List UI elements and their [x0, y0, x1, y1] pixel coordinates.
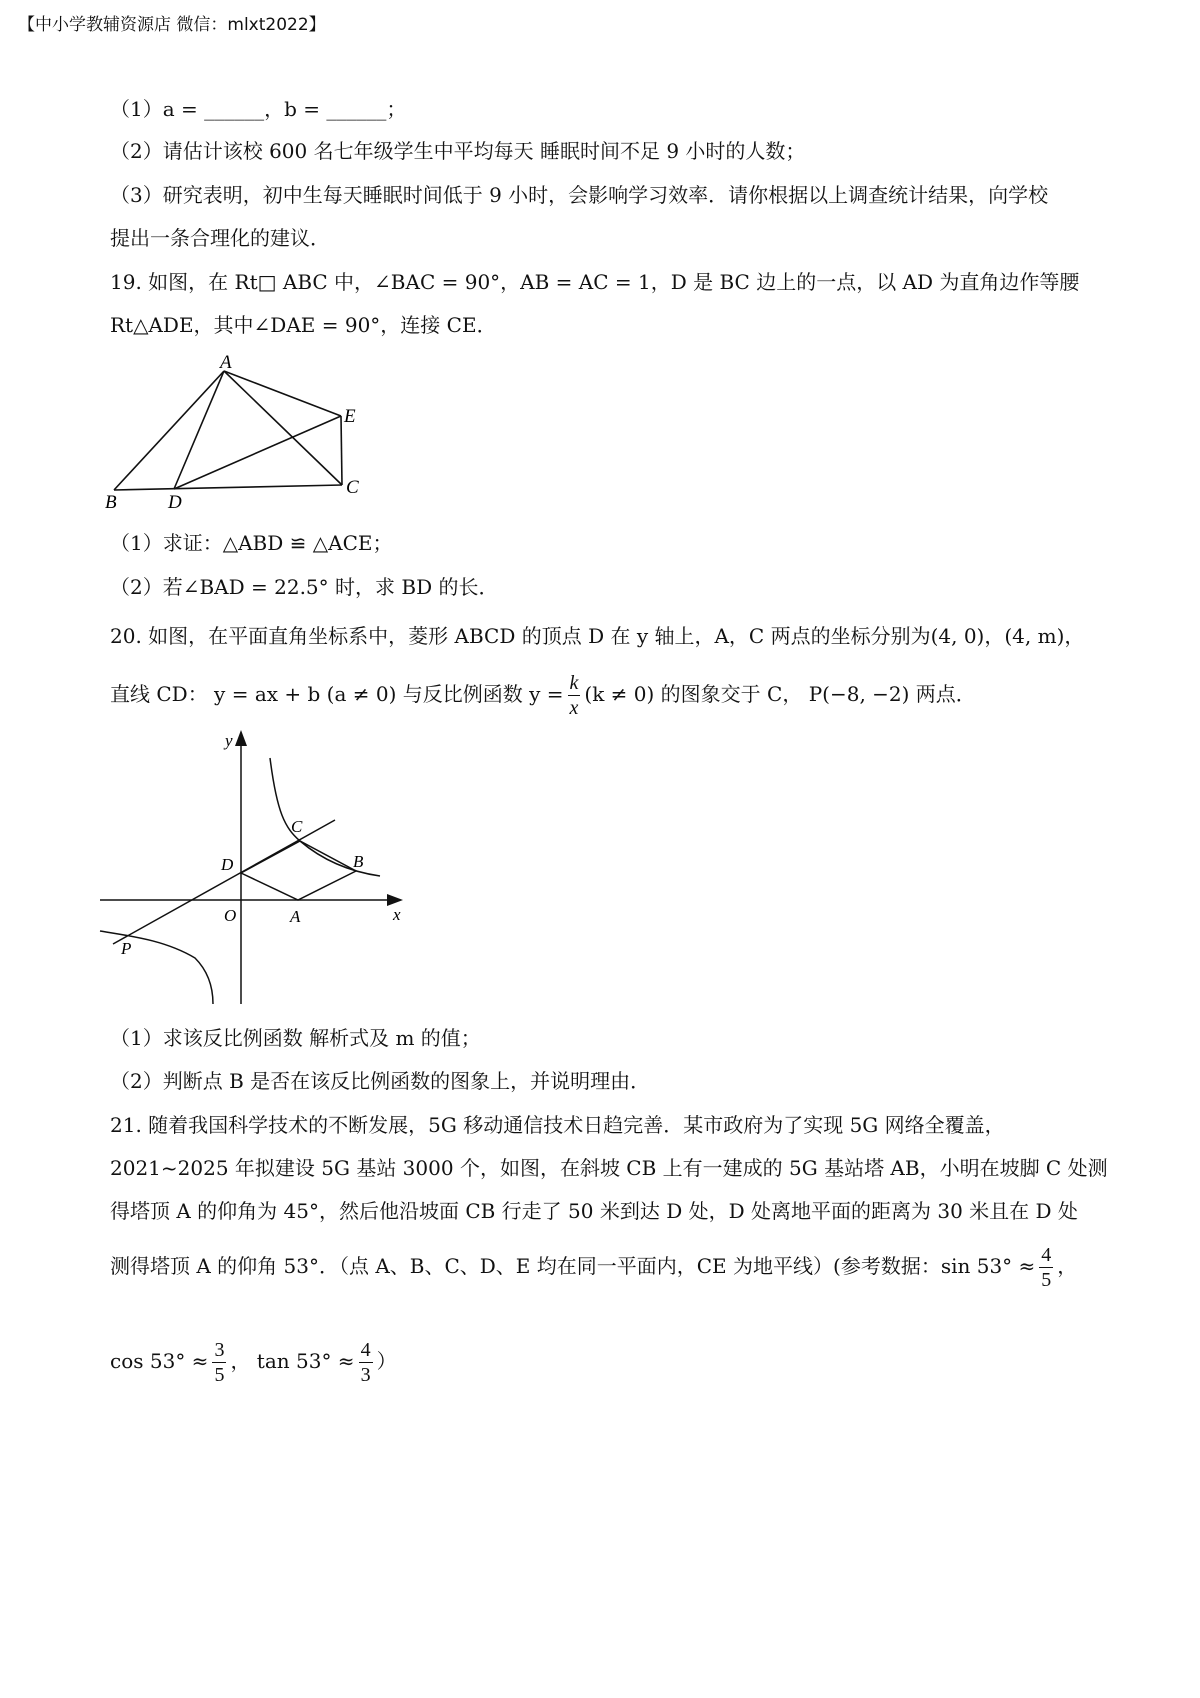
q21-line4-post: ， [1057, 1254, 1078, 1278]
q21-cos-fraction [212, 1338, 226, 1387]
q19-label-b: B [105, 492, 117, 513]
q20-label-c: C [291, 817, 303, 836]
q19-sub1: （1）求证：△ABD ≌ △ACE； [110, 531, 393, 555]
q19-label-c: C [346, 477, 359, 498]
q19-sub2: （2）若∠BAD = 22.5° 时，求 BD 的长． [110, 575, 499, 599]
q21-stem-line4 [110, 1238, 1110, 1294]
q20-sub1: （1）求该反比例函数 解析式及 m 的值； [110, 1026, 481, 1050]
q20-coordinate-figure [95, 728, 415, 1013]
q20-line2-pre: 直线 CD： y = ax + b (a ≠ 0) 与反比例函数 y = [110, 682, 564, 706]
q20-line2-post: (k ≠ 0) 的图象交于 C， P(−8, −2) 两点． [584, 682, 976, 706]
q20-label-o: O [224, 906, 237, 925]
q20-frac-den: x [569, 697, 579, 719]
q20-frac-num: k [569, 672, 579, 694]
q20-label-a: A [290, 907, 301, 926]
q21-tan-num: 4 [360, 1339, 371, 1361]
q20-label-p: P [121, 939, 132, 958]
q18-part3-line1: （3）研究表明，初中生每天睡眠时间低于 9 小时，会影响学习效率．请你根据以上调查统计结果，向学校 [110, 183, 1049, 207]
q18-part1: （1）a = ______，b = ______； [110, 97, 407, 121]
q21-stem-line2: 2021~2025 年拟建设 5G 基站 3000 个，如图，在斜坡 CB 上有一建成的 5G 基站塔 AB，小明在坡脚 C 处测 [110, 1156, 1108, 1180]
q21-line5-close: ） [376, 1349, 397, 1373]
q21-sin-den: 5 [1041, 1269, 1052, 1291]
q19-label-a: A [220, 352, 232, 373]
q20-label-b: B [353, 852, 364, 871]
q21-cos-num: 3 [214, 1339, 225, 1361]
q21-stem-line1: 21. 随着我国科学技术的不断发展，5G 移动通信技术日趋完善．某市政府为了实现 5G 网络全覆盖， [110, 1113, 1005, 1137]
q20-stem-line2 [110, 668, 1110, 720]
q20-sub2: （2）判断点 B 是否在该反比例函数的图象上，并说明理由． [110, 1069, 651, 1093]
q21-sin-num: 4 [1041, 1244, 1052, 1266]
header-watermark: 【中小学教辅资源店 微信：mlxt2022】 [18, 15, 326, 35]
q18-part3-line2: 提出一条合理化的建议． [110, 226, 330, 250]
q20-stem-line1: 20. 如图，在平面直角坐标系中，菱形 ABCD 的顶点 D 在 y 轴上，A，C 两点的坐标分别为(4, 0)，(4, m)， [110, 624, 1085, 648]
q21-sin-fraction [1039, 1243, 1053, 1292]
q19-stem-line1: 19. 如图，在 Rt□ ABC 中，∠BAC = 90°，AB = AC = 1，D 是 BC 边上的一点，以 AD 为直角边作等腰 [110, 270, 1080, 294]
q20-label-d: D [221, 855, 234, 874]
q21-stem-line3: 得塔顶 A 的仰角为 45°，然后他沿坡面 CB 行走了 50 米到达 D 处，D 处离地平面的距离为 30 米且在 D 处 [110, 1199, 1078, 1223]
q21-cos-label: cos 53° ≈ [110, 1349, 209, 1373]
q21-tan-den: 3 [360, 1364, 371, 1386]
q20-y-axis-arrowhead [235, 730, 247, 746]
q21-stem-line5 [110, 1333, 1110, 1389]
q20-fraction-k-over-x [568, 671, 581, 720]
q21-cos-den: 5 [214, 1364, 225, 1386]
q21-tan-label: ， tan 53° ≈ [230, 1349, 355, 1373]
q20-label-x: x [393, 905, 401, 924]
q21-tan-fraction [359, 1338, 373, 1387]
q20-label-y: y [225, 731, 233, 750]
q21-line4-pre: 测得塔顶 A 的仰角 53°．（点 A、B、C、D、E 均在同一平面内，CE 为地平线）(参考数据：sin 53° ≈ [110, 1254, 1036, 1278]
q19-triangle-figure [100, 350, 380, 515]
q19-label-d: D [168, 492, 182, 513]
q19-stem-line2: Rt△ADE，其中∠DAE = 90°，连接 CE． [110, 313, 497, 337]
q19-label-e: E [344, 406, 356, 427]
q18-part2: （2）请估计该校 600 名七年级学生中平均每天 睡眠时间不足 9 小时的人数； [110, 139, 806, 163]
